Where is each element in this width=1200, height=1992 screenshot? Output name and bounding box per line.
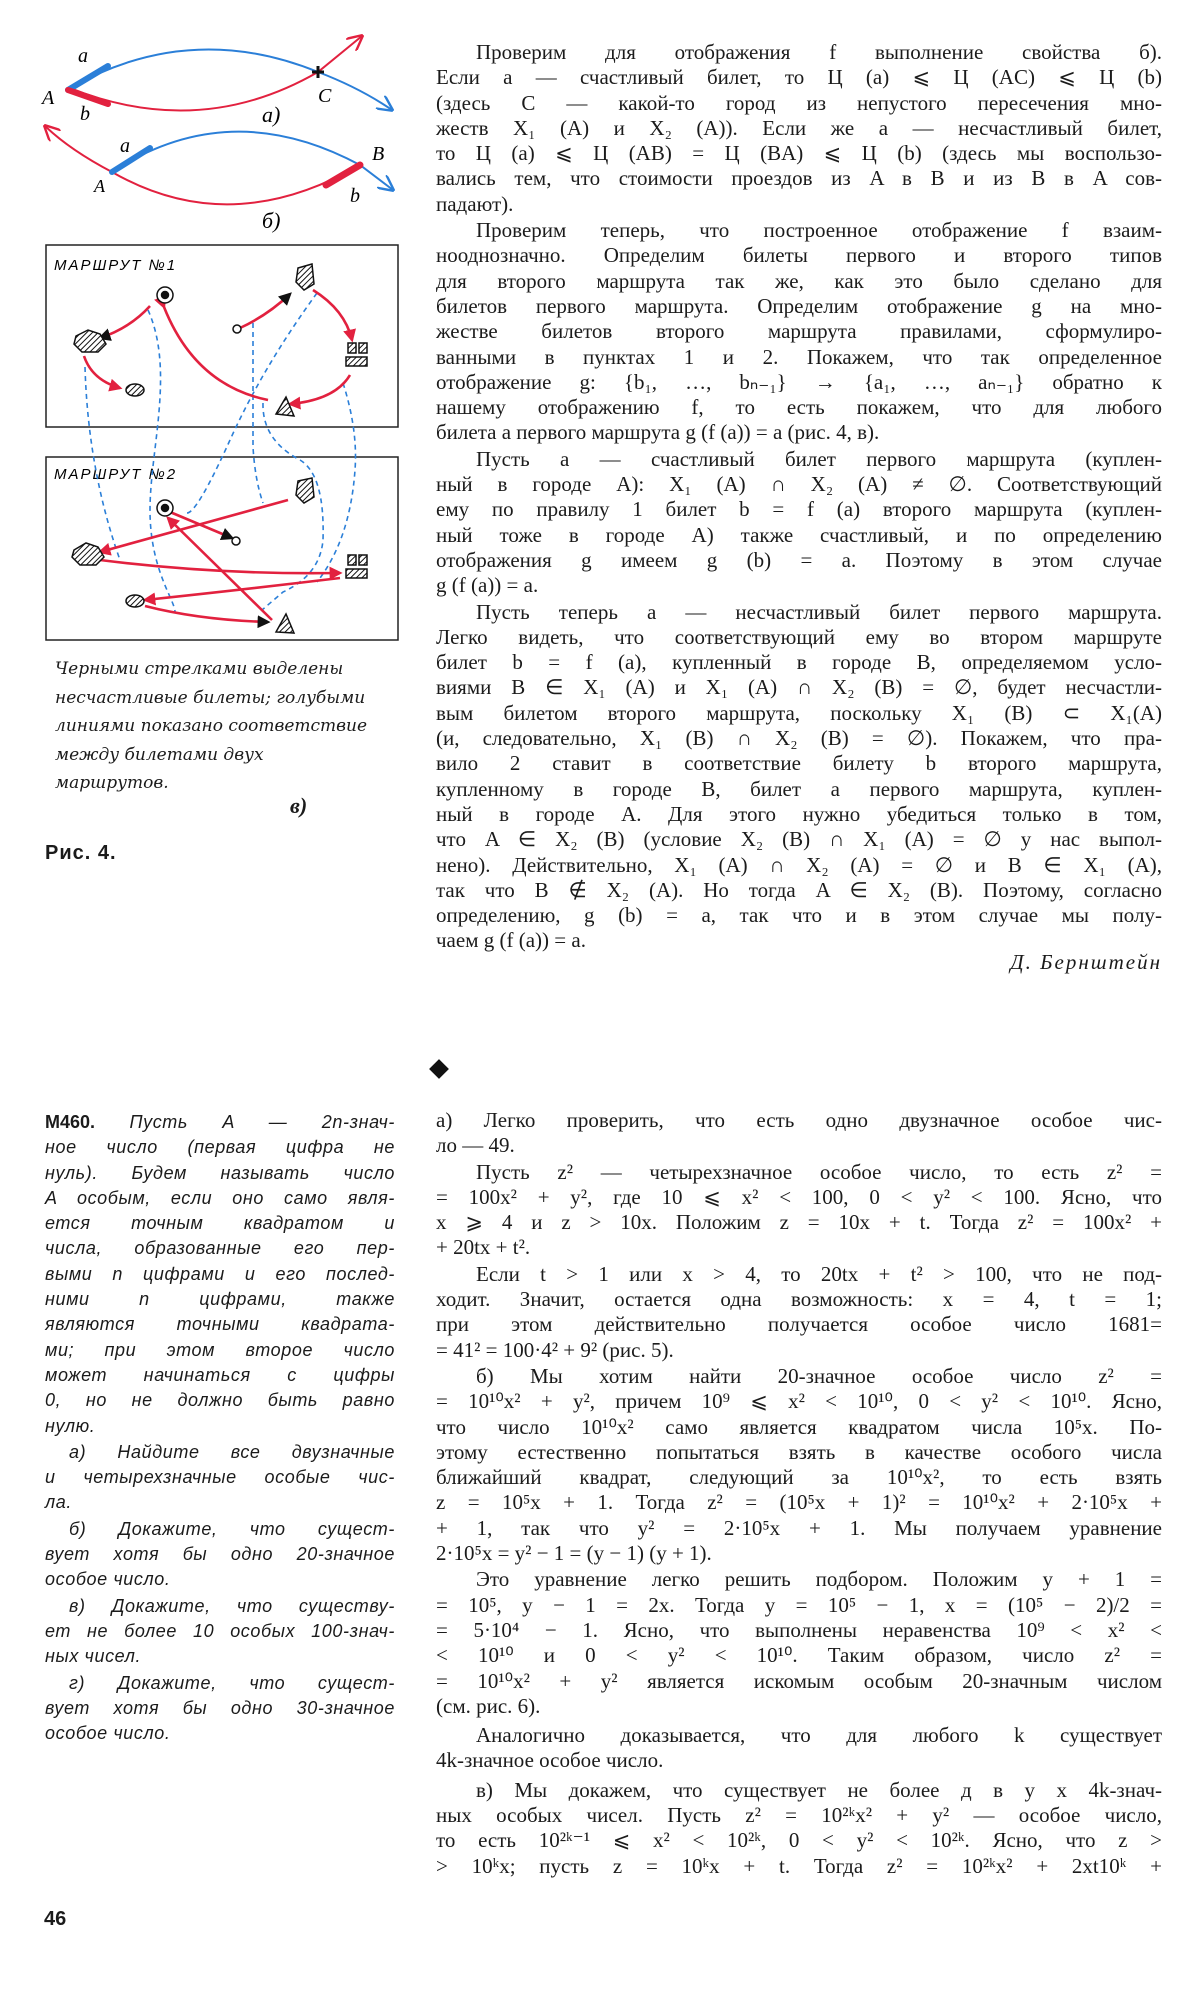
label-city-a: A bbox=[42, 87, 55, 109]
blue-route-arc bbox=[70, 49, 392, 110]
blue-route-arc bbox=[112, 132, 393, 190]
text-line: = 10⁵, y − 1 = 2x. Тогда y = 10⁵ − 1, x = (10⁵ − 2)/2 = bbox=[436, 1592, 1162, 1617]
caption-line: маршрутов. bbox=[55, 773, 169, 793]
text-line: + 20tx + t². bbox=[436, 1235, 531, 1260]
text-line: Проверим теперь, что построенное отображение f взаим- bbox=[476, 218, 1162, 243]
paragraph bbox=[436, 1364, 1162, 1566]
city-oval-icon bbox=[126, 384, 144, 396]
text-line: Проверим для отображения f выполнение свойства б). bbox=[476, 40, 1162, 64]
label-ticket-b: b bbox=[350, 185, 360, 207]
paragraph bbox=[45, 1517, 395, 1593]
caption-line: линиями показано соответствие bbox=[55, 716, 368, 736]
text-line bbox=[45, 1110, 395, 1135]
label-ticket-a: a bbox=[78, 45, 88, 67]
text-line: = 10¹⁰x² + y², причем 10⁹ ⩽ x² < 10¹⁰, 0 < y² < 10¹⁰. Ясно, bbox=[436, 1389, 1162, 1414]
text-line: Пусть z² — четырехзначное особое число, то есть z² = bbox=[476, 1159, 1162, 1184]
text-line: жестве билетов второго маршрута правилами, сформулиро- bbox=[436, 319, 1162, 344]
text-line: то Ц (a) ⩽ Ц (AB) = Ц (BA) ⩽ Ц (b) (здесь мы воспользо- bbox=[436, 141, 1162, 166]
text-line: ет не более 10 особых 100-знач- bbox=[45, 1620, 395, 1641]
text-line: особое число. bbox=[45, 1569, 171, 1590]
city-squares-icon bbox=[346, 343, 367, 366]
section-divider-diamond bbox=[429, 1059, 449, 1079]
label-city-b: B bbox=[372, 143, 385, 165]
text-line: ное число (первая цифра не bbox=[45, 1137, 395, 1158]
caption-line: Черными стрелками выделены bbox=[55, 659, 344, 679]
text-line: вило 2 ставит в соответствие билету b второго маршрута, bbox=[436, 751, 1162, 776]
text-line: (здесь C — какой-то город из непустого пересечения мно- bbox=[436, 90, 1162, 115]
text-line: ных чисел. bbox=[45, 1646, 142, 1667]
text-line: ему по правилу 1 билет b = f (a) второго маршрута (куплен- bbox=[436, 497, 1162, 522]
text-line: ближайший квадрат, следующий за 10¹⁰x², то есть взять bbox=[436, 1465, 1162, 1490]
text-line: Аналогично доказывается, что для любого k существует bbox=[476, 1723, 1162, 1748]
text-line: = 100x² + y², где 10 ⩽ x² < 100, 0 < y² < 100. Ясно, что bbox=[436, 1184, 1162, 1209]
city-triangle-icon bbox=[276, 397, 294, 416]
paragraph bbox=[436, 218, 1162, 446]
label-ticket-b: b bbox=[80, 103, 90, 125]
text-line: б) Мы хотим найти 20-значное особое число z² = bbox=[476, 1363, 1162, 1388]
diagram-part-b bbox=[45, 126, 393, 233]
text-line: выми n цифрами и его послед- bbox=[45, 1263, 395, 1284]
route-1-tickets bbox=[84, 290, 352, 404]
text-line: Если a — счастливый билет, то Ц (a) ⩽ Ц (AC) ⩽ Ц (b) bbox=[436, 65, 1162, 90]
text-line: ванными в пунктах 1 и 2. Покажем, что так определенное bbox=[436, 344, 1162, 369]
caption-line: несчастливые билеты; голубыми bbox=[55, 687, 366, 708]
text-line: нулю. bbox=[45, 1415, 96, 1436]
paragraph bbox=[436, 447, 1162, 599]
city-dot-icon bbox=[233, 325, 241, 333]
text-line: может начинаться с цифры bbox=[45, 1364, 395, 1385]
diagram-part-a bbox=[40, 36, 392, 127]
text-line: ный в городе A): X₁ (A) ∩ X₂ (A) ≠ ∅. Соответствующий bbox=[436, 472, 1162, 497]
text-line: особое число. bbox=[45, 1723, 171, 1744]
text-line: z = 10⁵x + 1. Тогда z² = (10⁵x + 1)² = 10¹⁰x² + 2·10⁵x + bbox=[436, 1490, 1162, 1515]
paragraph bbox=[45, 1440, 395, 1516]
cities-route-1 bbox=[74, 264, 367, 416]
text-line: < 10¹⁰ и 0 < y² < 10¹⁰. Таким образом, число z² = bbox=[436, 1643, 1162, 1668]
text-line: билета a первого маршрута g (f (a)) = a (рис. 4, в). bbox=[436, 420, 880, 445]
label-part-a: а) bbox=[262, 102, 281, 127]
paragraph bbox=[436, 1108, 1162, 1159]
text-line: и четырехзначные особые чис- bbox=[45, 1467, 395, 1488]
text-line: что A ∈ X₂ (B) (условие X₂ (B) ∩ X₁ (A) = ∅ у нас выпол- bbox=[436, 827, 1162, 852]
text-line: = 10¹⁰x² + y² является искомым особым 20-значным числом bbox=[436, 1668, 1162, 1693]
text-line: Это уравнение легко решить подбором. Положим y + 1 = bbox=[476, 1567, 1162, 1592]
ticket-b-arrow bbox=[68, 90, 108, 104]
text-line: то есть 10²ᵏ⁻¹ ⩽ x² < 10²ᵏ, 0 < y² < 10²ᵏ. Ясно, что z > bbox=[436, 1828, 1162, 1853]
text-line: ется точным квадратом и bbox=[45, 1213, 395, 1234]
paragraph bbox=[436, 600, 1162, 954]
text-span: Пусть A — 2n-знач- bbox=[95, 1112, 395, 1132]
paragraph bbox=[436, 40, 1162, 217]
text-line: при этом действительно получается особое число 1681= bbox=[436, 1312, 1162, 1337]
text-line: а) Найдите все двузначные bbox=[69, 1441, 395, 1462]
text-line: ло — 49. bbox=[436, 1133, 515, 1158]
article-text-top bbox=[436, 40, 1162, 954]
text-line: = 41² = 100·4² + 9² (рис. 5). bbox=[436, 1337, 674, 1362]
figure-caption bbox=[55, 655, 395, 798]
text-line: g (f (a)) = a. bbox=[436, 573, 539, 598]
city-squares-icon bbox=[346, 555, 367, 578]
paragraph bbox=[436, 1567, 1162, 1719]
text-line: A особым, если оно само явля- bbox=[45, 1187, 395, 1208]
text-line: ла. bbox=[45, 1492, 72, 1513]
text-line: определению, g (b) = a, так что и в этом случае мы полу- bbox=[436, 903, 1162, 928]
text-line: нашему отображению f, то есть покажем, что для любого bbox=[436, 395, 1162, 420]
cities-route-2 bbox=[72, 478, 367, 633]
text-line: + 1, так что y² = 2·10⁵x + 1. Мы получаем уравнение bbox=[436, 1515, 1162, 1540]
route-2-title: МАРШРУТ №2 bbox=[54, 466, 178, 483]
city-shape-icon bbox=[74, 330, 106, 352]
route-1-title: МАРШРУТ №1 bbox=[54, 257, 178, 274]
paragraph bbox=[45, 1594, 395, 1670]
paragraph bbox=[436, 1262, 1162, 1363]
city-oval-icon bbox=[126, 595, 144, 607]
text-line: вует хотя бы одно 20-значное bbox=[45, 1544, 395, 1565]
ticket-b-arrow bbox=[326, 165, 360, 185]
text-line: так что B ∉ X₂ (A). Но тогда A ∈ X₂ (B). Поэтому, согласно bbox=[436, 877, 1162, 902]
text-line: Если t > 1 или x > 4, то 20tx + t² > 100, что не под- bbox=[476, 1261, 1162, 1286]
text-line: падают). bbox=[436, 191, 514, 216]
text-line: ходит. Значит, остается одна возможность: x = 4, t = 1; bbox=[436, 1287, 1162, 1312]
figure-label: Рис. 4. bbox=[45, 842, 117, 864]
text-line: жеств X₁ (A) и X₂ (A)). Если же a — несчастливый билет, bbox=[436, 115, 1162, 140]
city-triangle-icon bbox=[276, 614, 294, 633]
text-line: вым билетом второго маршрута, поскольку X₁ (B) ⊂ X₁(A) bbox=[436, 700, 1162, 725]
text-line: отображения g имеем g (b) = a. Поэтому в этом случае bbox=[436, 547, 1162, 572]
problem-statement bbox=[45, 1110, 395, 1746]
paragraph bbox=[436, 1723, 1162, 1774]
text-line: Пусть a — счастливый билет первого маршрута (куплен- bbox=[476, 446, 1162, 471]
text-line: вались тем, что стоимости проездов из A в B и из B в A сов- bbox=[436, 166, 1162, 191]
text-line: 4k-значное особое число. bbox=[436, 1748, 664, 1773]
text-line: ный в городе A. Для этого нужно убедиться только в том, bbox=[436, 801, 1162, 826]
text-line: вует хотя бы одно 30-значное bbox=[45, 1697, 395, 1718]
caption-line: между билетами двух bbox=[55, 744, 264, 765]
text-line: = 5·10⁴ − 1. Ясно, что выполнены неравенства 10⁹ < x² < bbox=[436, 1617, 1162, 1642]
label-ticket-a: a bbox=[120, 135, 130, 157]
text-line: в) Докажите, что существу- bbox=[69, 1595, 395, 1616]
solution-text bbox=[436, 1108, 1162, 1879]
text-line: что число 10¹⁰x² само является квадратом числа 10⁵x. По- bbox=[436, 1414, 1162, 1439]
text-line: нуль). Будем называть число bbox=[45, 1162, 395, 1183]
text-line: виями B ∈ X₁ (A) и X₁ (A) ∩ X₂ (B) = ∅, будет несчастли- bbox=[436, 675, 1162, 700]
city-dot-icon bbox=[232, 537, 240, 545]
paragraph bbox=[45, 1671, 395, 1747]
text-line: (см. рис. 6). bbox=[436, 1693, 541, 1718]
label-part-b: б) bbox=[262, 208, 281, 233]
ticket-a-arrow bbox=[68, 66, 108, 90]
ticket-a-arrow bbox=[112, 148, 150, 172]
text-line: нооднозначно. Определим билеты первого и второго типов bbox=[436, 243, 1162, 268]
text-line: ними n цифрами, также bbox=[45, 1289, 395, 1310]
text-line: чаем g (f (a)) = a. bbox=[436, 928, 586, 953]
city-shape-icon bbox=[296, 478, 314, 503]
text-line: > 10ᵏx; пусть z = 10ᵏx + t. Тогда z² = 10²ᵏx² + 2xt10ᵏ + bbox=[436, 1853, 1162, 1878]
text-line: x ⩾ 4 и z > 10x. Положим z = 10x + t. Тогда z² = 100x² + bbox=[436, 1210, 1162, 1235]
label-city-c: C bbox=[318, 85, 332, 107]
problem-number: М460. bbox=[45, 1112, 96, 1132]
text-line: ный тоже в городе A) также счастливый, и по определению bbox=[436, 522, 1162, 547]
text-line: являются точными квадрата- bbox=[45, 1314, 395, 1335]
text-line: Пусть теперь a — несчастливый билет первого маршрута. bbox=[476, 599, 1162, 624]
text-line: билет b = f (a), купленный в городе B, определяемом усло- bbox=[436, 650, 1162, 675]
paragraph bbox=[45, 1110, 395, 1439]
text-line: билетов первого маршрута. Определим отображение g на мно- bbox=[436, 293, 1162, 318]
paragraph bbox=[436, 1160, 1162, 1261]
text-line: 0, но не должно быть равно bbox=[45, 1390, 395, 1411]
red-route-arc bbox=[45, 126, 360, 204]
text-line: отображение g: {b₁, …, bₙ₋₁} → {a₁, …, aₙ₋₁} обратно к bbox=[436, 369, 1162, 394]
text-line: г) Докажите, что сущест- bbox=[69, 1672, 395, 1693]
text-line: в) Мы докажем, что существует не более д в у х 4k-знач- bbox=[476, 1777, 1162, 1802]
text-line: 2·10⁵x = y² − 1 = (y − 1) (y + 1). bbox=[436, 1541, 712, 1566]
text-line: а) Легко проверить, что есть одно двузначное особое чис- bbox=[436, 1108, 1162, 1132]
text-line: Легко видеть, что соответствующий ему во втором маршруте bbox=[436, 624, 1162, 649]
text-line: ми; при этом второе число bbox=[45, 1339, 395, 1360]
text-line: этому естественно попытаться взять в качестве особого числа bbox=[436, 1439, 1162, 1464]
caption-part-label: в) bbox=[290, 793, 308, 818]
text-line: числа, образованные его пер- bbox=[45, 1238, 395, 1259]
city-shape-icon bbox=[296, 264, 314, 290]
text-line: ных особых чисел. Пусть z² = 10²ᵏx² + y² — особое число, bbox=[436, 1803, 1162, 1828]
author-signature: Д. Бернштейн bbox=[1010, 950, 1162, 974]
text-line: купленному в городе B, билет a первого маршрута, куплен- bbox=[436, 776, 1162, 801]
label-city-a: A bbox=[94, 176, 105, 196]
text-line: нено). Действительно, X₁ (A) ∩ X₂ (A) = ∅ и B ∈ X₁ (A), bbox=[436, 852, 1162, 877]
text-line: б) Докажите, что сущест- bbox=[69, 1518, 395, 1539]
page-number: 46 bbox=[44, 1908, 67, 1930]
paragraph bbox=[436, 1778, 1162, 1879]
text-line: (и, следовательно, X₁ (B) ∩ X₂ (B) = ∅). Покажем, что пра- bbox=[436, 726, 1162, 751]
city-shape-icon bbox=[72, 543, 104, 565]
text-line: для второго маршрута так же, как это было сделано для bbox=[436, 268, 1162, 293]
